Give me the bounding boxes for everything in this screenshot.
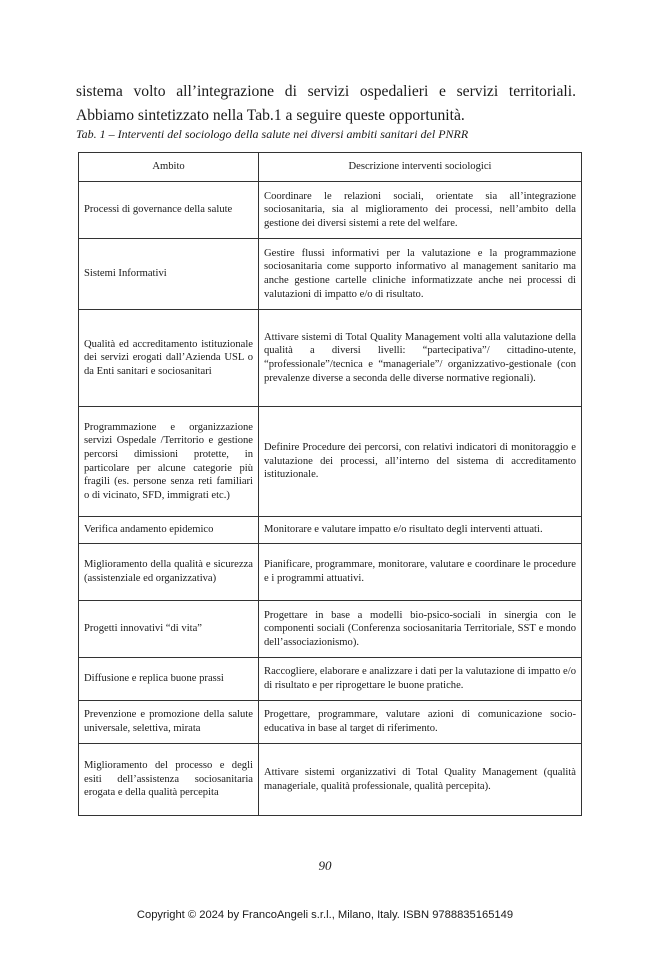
descrizione-cell: Gestire flussi informativi per la valutazione e la programmazione sociosanitaria come supporto informativo al management sanitario ma anche gestione cartelle cliniche informatizzate anche nei processi di valutazioni di impatto e/o di risultato. [259,239,582,310]
ambito-cell: Diffusione e replica buone prassi [79,658,259,701]
table-row [79,517,582,544]
header-descrizione: Descrizione interventi sociologici [259,153,582,182]
page-number: 90 [318,858,332,873]
descrizione-cell: Progettare in base a modelli bio-psico-sociali in sinergia con le componenti sociali (Conferenza sociosanitaria Territoriale, SST e mondo dell’associazionismo). [259,601,582,658]
table-row [79,658,582,701]
descrizione-cell: Definire Procedure dei percorsi, con relativi indicatori di monitoraggio e valutazione dei processi, all’interno del sistema di accreditamento istituzionale. [259,407,582,517]
table-row [79,310,582,407]
ambito-cell: Programmazione e organizzazione servizi Ospedale /Territorio e gestione percorsi dimissioni protette, in particolare per alcune categorie più fragili (es. persone senza reti familiari o di vicinato, SFD, immigrati etc.) [79,407,259,517]
table-header-row [79,153,582,182]
ambito-cell: Processi di governance della salute [79,182,259,239]
ambito-cell: Prevenzione e promozione della salute universale, selettiva, mirata [79,701,259,744]
header-ambito: Ambito [79,153,259,182]
descrizione-cell: Progettare, programmare, valutare azioni di comunicazione socio-educativa in base al target di riferimento. [259,701,582,744]
table-row [79,239,582,310]
descrizione-cell: Pianificare, programmare, monitorare, valutare e coordinare le procedure e i programmi attuativi. [259,544,582,601]
descrizione-cell: Monitorare e valutare impatto e/o risultato degli interventi attuati. [259,517,582,544]
ambito-cell: Verifica andamento epidemico [79,517,259,544]
ambito-cell: Qualità ed accreditamento istituzionale dei servizi erogati dall’Azienda USL o da Enti sanitari e sociosanitari [79,310,259,407]
ambito-cell: Miglioramento della qualità e sicurezza (assistenziale ed organizzativa) [79,544,259,601]
descrizione-cell: Attivare sistemi di Total Quality Management volti alla valutazione della qualità a diversi livelli: “partecipativa”/ cittadino-utente, “professionale”/tecnica e “manageriale”/ organizzativo-gestionale (con prevalenze diverse a seconda delle diverse normative regionali). [259,310,582,407]
table-caption: Tab. 1 – Interventi del sociologo della salute nei diversi ambiti sanitari del PNRR [76,127,469,141]
table-row [79,544,582,601]
ambito-cell: Miglioramento del processo e degli esiti dell’assistenza sociosanitaria erogata e della qualità percepita [79,744,259,816]
descrizione-cell: Attivare sistemi organizzativi di Total Quality Management (qualità manageriale, qualità professionale, qualità percepita). [259,744,582,816]
ambito-cell: Sistemi Informativi [79,239,259,310]
intro-paragraph: sistema volto all’integrazione di servizi ospedalieri e servizi territoriali. Abbiamo sintetizzato nella Tab.1 a seguire queste opportunità. [76,82,576,124]
table-row [79,701,582,744]
table-row [79,601,582,658]
copyright-notice: Copyright © 2024 by FrancoAngeli s.r.l., Milano, Italy. ISBN 9788835165149 [136,909,514,921]
ambito-cell: Progetti innovativi “di vita” [79,601,259,658]
table-row [79,744,582,816]
descrizione-cell: Raccogliere, elaborare e analizzare i dati per la valutazione di impatto e/o di risultato e per riprogettare le buone pratiche. [259,658,582,701]
table-row [79,407,582,517]
interventions-table [78,152,582,816]
descrizione-cell: Coordinare le relazioni sociali, orientate sia all’integrazione sociosanitaria, sia al miglioramento dei processi, nell’ambito della gestione dei diversi sistemi a rete del welfare. [259,182,582,239]
table-row [79,182,582,239]
